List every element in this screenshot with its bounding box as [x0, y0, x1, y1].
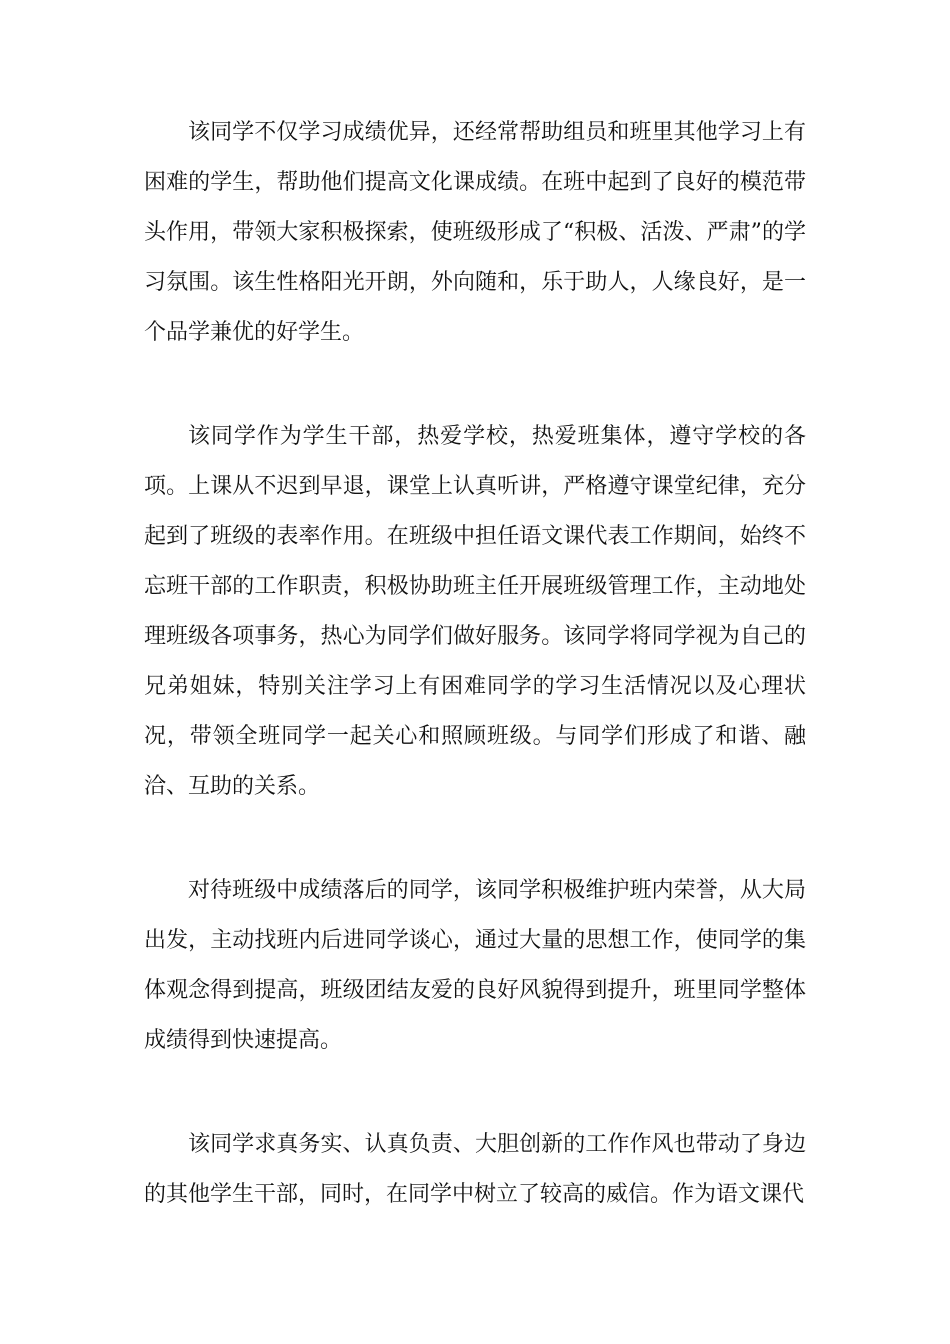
paragraph-1: 该同学不仅学习成绩优异，还经常帮助组员和班里其他学习上有困难的学生，帮助他们提高文化课成绩。在班中起到了良好的模范带头作用，带领大家积极探索，使班级形成了“积极、活泼、严肃”的学习氛围。该生性格阳光开朗，外向随和，乐于助人，人缘良好，是一个品学兼优的好学生。 — [144, 120, 806, 345]
document-body — [144, 108, 806, 1220]
paragraph-spacer — [144, 1066, 806, 1120]
paragraph-spacer — [144, 358, 806, 412]
paragraph-4: 该同学求真务实、认真负责、大胆创新的工作作风也带动了身边的其他学生干部，同时，在同学中树立了较高的威信。作为语文课代 — [144, 1132, 806, 1207]
paragraph-3: 对待班级中成绩落后的同学，该同学积极维护班内荣誉，从大局出发，主动找班内后进同学谈心，通过大量的思想工作，使同学的集体观念得到提高，班级团结友爱的良好风貌得到提升，班里同学整体成绩得到快速提高。 — [144, 878, 806, 1053]
paragraph-spacer — [144, 812, 806, 866]
paragraph-2: 该同学作为学生干部，热爱学校，热爱班集体，遵守学校的各项。上课从不迟到早退，课堂上认真听讲，严格遵守课堂纪律，充分起到了班级的表率作用。在班级中担任语文课代表工作期间，始终不忘班干部的工作职责，积极协助班主任开展班级管理工作，主动地处理班级各项事务，热心为同学们做好服务。该同学将同学视为自己的兄弟姐妹，特别关注学习上有困难同学的学习生活情况以及心理状况，带领全班同学一起关心和照顾班级。与同学们形成了和谐、融洽、互助的关系。 — [144, 424, 806, 799]
